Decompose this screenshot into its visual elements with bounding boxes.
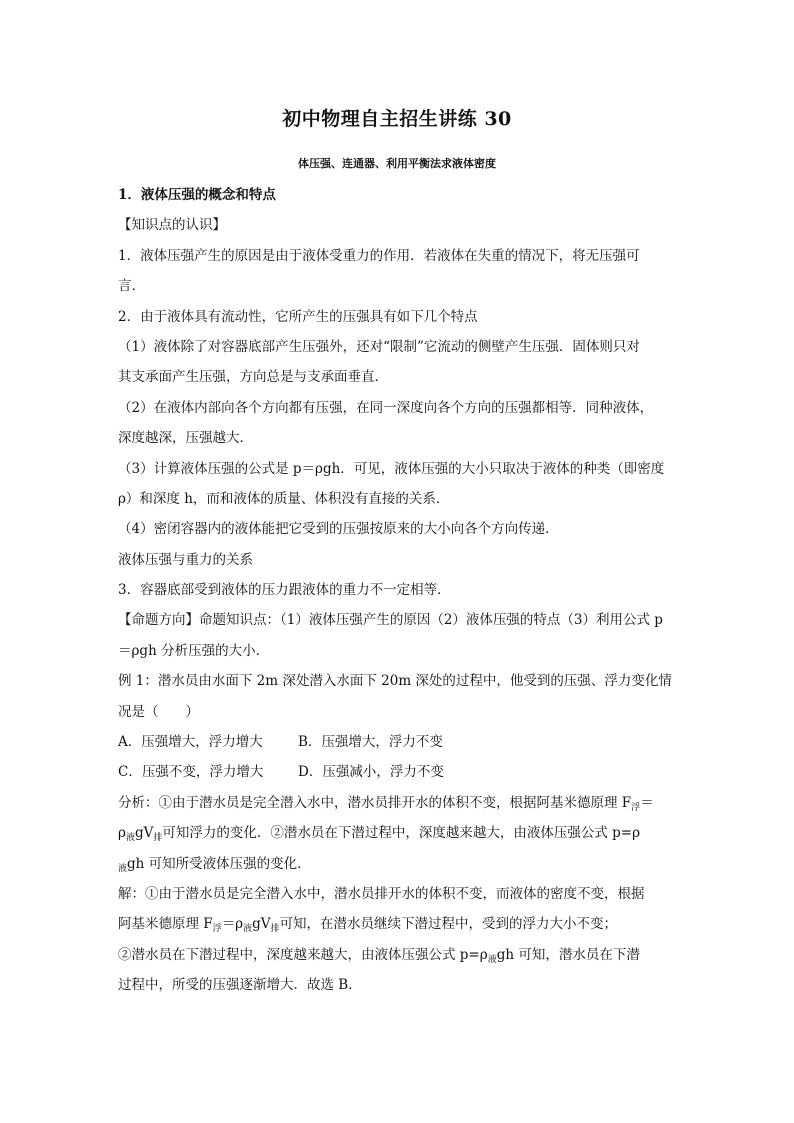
subscript: 排: [153, 833, 163, 844]
paragraph-line: （4）密闭容器内的液体能把它受到的压强按原来的大小向各个方向传递．: [118, 521, 559, 538]
document-body: [118, 184, 678, 1005]
paragraph-line: 言．: [118, 278, 145, 295]
paragraph-line: 深度越深，压强越大．: [118, 430, 253, 447]
example-question: 例 1：潜水员由水面下 2m 深处潜入水面下 20m 深处的过程中，他受到的压强、浮力变化情: [118, 673, 672, 690]
solution-line: [118, 944, 678, 974]
solution-text: ＝ρ: [221, 916, 244, 933]
paragraph-line: （2）在液体内部向各个方向都有压强，在同一深度向各个方向的压强都相等．同种液体，: [118, 399, 654, 416]
paragraph-line: （3）计算液体压强的公式是 p＝ρgh．可见，液体压强的大小只取决于液体的种类（即密度: [118, 460, 665, 477]
example-question: 况是（ ）: [118, 703, 199, 720]
analysis-line: [118, 792, 678, 822]
analysis-text: 可知浮力的变化．②潜水员在下潜过程中，深度越来越大，由液体压强公式 p=ρ: [162, 825, 641, 842]
solution-text: 可知，在潜水员继续下潜过程中，受到的浮力大小不变；: [279, 916, 618, 933]
solution-line: 过程中，所受的压强逐渐增大．故选 B．: [118, 977, 362, 994]
subscript: 液: [118, 863, 128, 874]
option-row: [118, 761, 678, 791]
solution-line: [118, 913, 678, 943]
paragraph-line: 其支承面产生压强，方向总是与支承面垂直．: [118, 369, 388, 386]
option-c: C．压强不变，浮力增大: [118, 764, 264, 781]
analysis-text: 分析：①由于潜水员是完全潜入水中，潜水员排开水的体积不变，根据阿基米德原理 F: [118, 794, 632, 811]
subscript: 排: [270, 924, 280, 935]
paragraph-line: 液体压强与重力的关系: [118, 551, 253, 568]
analysis-text: gh 可知所受液体压强的变化．: [127, 855, 311, 872]
solution-line: 解：①由于潜水员是完全潜入水中，潜水员排开水的体积不变，而液体的密度不变，根据: [118, 885, 645, 902]
paragraph-line: 2．由于液体具有流动性，它所产生的压强具有如下几个特点: [118, 308, 478, 325]
section-heading: 1．液体压强的概念和特点: [118, 187, 276, 203]
page-title: 初中物理自主招生讲练 30: [282, 108, 512, 130]
option-row: [118, 731, 678, 761]
subscript: 液: [243, 924, 253, 935]
option-b: B．压强增大，浮力不变: [298, 734, 443, 751]
option-d: D．压强减小，浮力不变: [298, 764, 444, 781]
analysis-text: ρ: [118, 825, 126, 842]
paragraph-line: 1．液体压强产生的原因是由于液体受重力的作用．若液体在失重的情况下，将无压强可: [118, 247, 640, 264]
direction-line: 【命题方向】命题知识点：（1）液体压强产生的原因（2）液体压强的特点（3）利用公式 p: [118, 612, 663, 629]
direction-line: ＝ρgh 分析压强的大小．: [118, 642, 270, 659]
solution-text: gh 可知，潜水员在下潜: [496, 946, 640, 963]
subscript: 浮: [212, 924, 222, 935]
option-a: A．压强增大，浮力增大: [118, 734, 263, 751]
paragraph-line: 3．容器底部受到液体的压力跟液体的重力不一定相等．: [118, 582, 451, 599]
page-subtitle: 体压强、连通器、利用平衡法求液体密度: [298, 157, 496, 170]
analysis-line: [118, 853, 678, 883]
subscript: 浮: [631, 802, 641, 813]
solution-text: gV: [252, 916, 271, 933]
analysis-text: gV: [134, 825, 154, 842]
subscript: 液: [487, 954, 497, 965]
solution-text: 阿基米德原理 F: [118, 916, 213, 933]
subscript: 液: [125, 833, 135, 844]
analysis-line: [118, 822, 678, 852]
solution-text: ②潜水员在下潜过程中，深度越来越大，由液体压强公式 p=ρ: [118, 946, 488, 963]
analysis-text: ＝: [640, 794, 654, 811]
paragraph-line: ρ）和深度 h，而和液体的质量、体积没有直接的关系．: [118, 490, 450, 507]
knowledge-label: 【知识点的认识】: [118, 217, 226, 234]
paragraph-line: （1）液体除了对容器底部产生压强外，还对“限制”它流动的侧壁产生压强．固体则只对: [118, 338, 640, 355]
